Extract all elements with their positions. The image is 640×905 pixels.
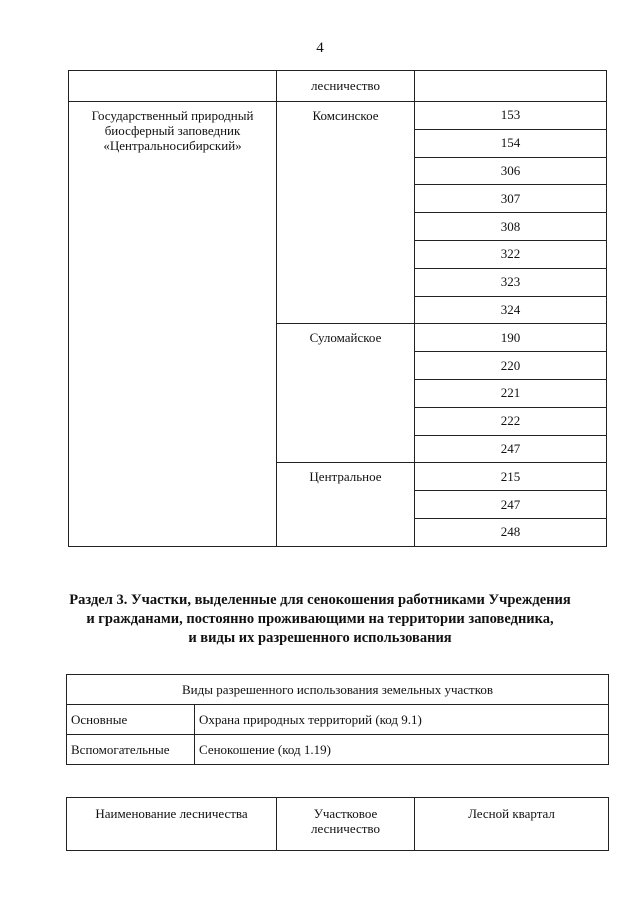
quarter-cell: 215 — [415, 463, 607, 491]
table-row — [67, 798, 609, 851]
quarter-cell: 248 — [415, 518, 607, 546]
usage-header-cell: Виды разрешенного использования земельных участков — [67, 675, 609, 705]
usage-types-table — [66, 674, 609, 765]
quarter-cell: 308 — [415, 213, 607, 241]
table-row — [67, 675, 609, 705]
header-cell: Лесной квартал — [415, 798, 609, 851]
section3-heading — [40, 591, 600, 648]
quarter-cell: 324 — [415, 296, 607, 324]
header-cell: Участковое лесничество — [277, 798, 415, 851]
table-cell — [69, 71, 277, 102]
page-number: 4 — [316, 40, 324, 56]
quarter-cell: 220 — [415, 352, 607, 380]
usage-value-cell: Охрана природных территорий (код 9.1) — [195, 705, 609, 735]
quarter-cell: 190 — [415, 324, 607, 352]
section3-heading-line: и виды их разрешенного использования — [188, 630, 452, 646]
quarter-cell: 307 — [415, 185, 607, 213]
forestry-quarters-table — [68, 70, 607, 547]
section3-heading-line: Раздел 3. Участки, выделенные для сенокошения работниками Учреждения — [69, 592, 571, 608]
usage-type-cell: Основные — [67, 705, 195, 735]
usage-value-cell: Сенокошение (код 1.19) — [195, 735, 609, 765]
quarter-cell: 306 — [415, 157, 607, 185]
quarter-cell: 247 — [415, 435, 607, 463]
reserve-name-cell: Государственный природный биосферный заповедник «Центральносибирский» — [69, 102, 277, 547]
quarter-cell: 247 — [415, 491, 607, 519]
header-forestry-cell: лесничество — [277, 71, 415, 102]
forestry-name-cell: Центральное — [277, 463, 415, 546]
quarter-cell: 222 — [415, 407, 607, 435]
quarter-cell: 153 — [415, 102, 607, 130]
forestry-name-cell: Комсинское — [277, 102, 415, 324]
table-row — [69, 71, 607, 102]
quarter-cell: 221 — [415, 379, 607, 407]
table-cell — [415, 71, 607, 102]
forestry-name-cell: Суломайское — [277, 324, 415, 463]
section3-heading-line: и гражданами, постоянно проживающими на территории заповедника, — [86, 611, 554, 627]
table-row — [67, 735, 609, 765]
quarter-cell: 154 — [415, 129, 607, 157]
quarter-cell: 323 — [415, 268, 607, 296]
forestry-header-table — [66, 797, 609, 851]
table-row — [67, 705, 609, 735]
table-row — [69, 102, 607, 130]
header-cell: Наименование лесничества — [67, 798, 277, 851]
quarter-cell: 322 — [415, 240, 607, 268]
usage-type-cell: Вспомогательные — [67, 735, 195, 765]
